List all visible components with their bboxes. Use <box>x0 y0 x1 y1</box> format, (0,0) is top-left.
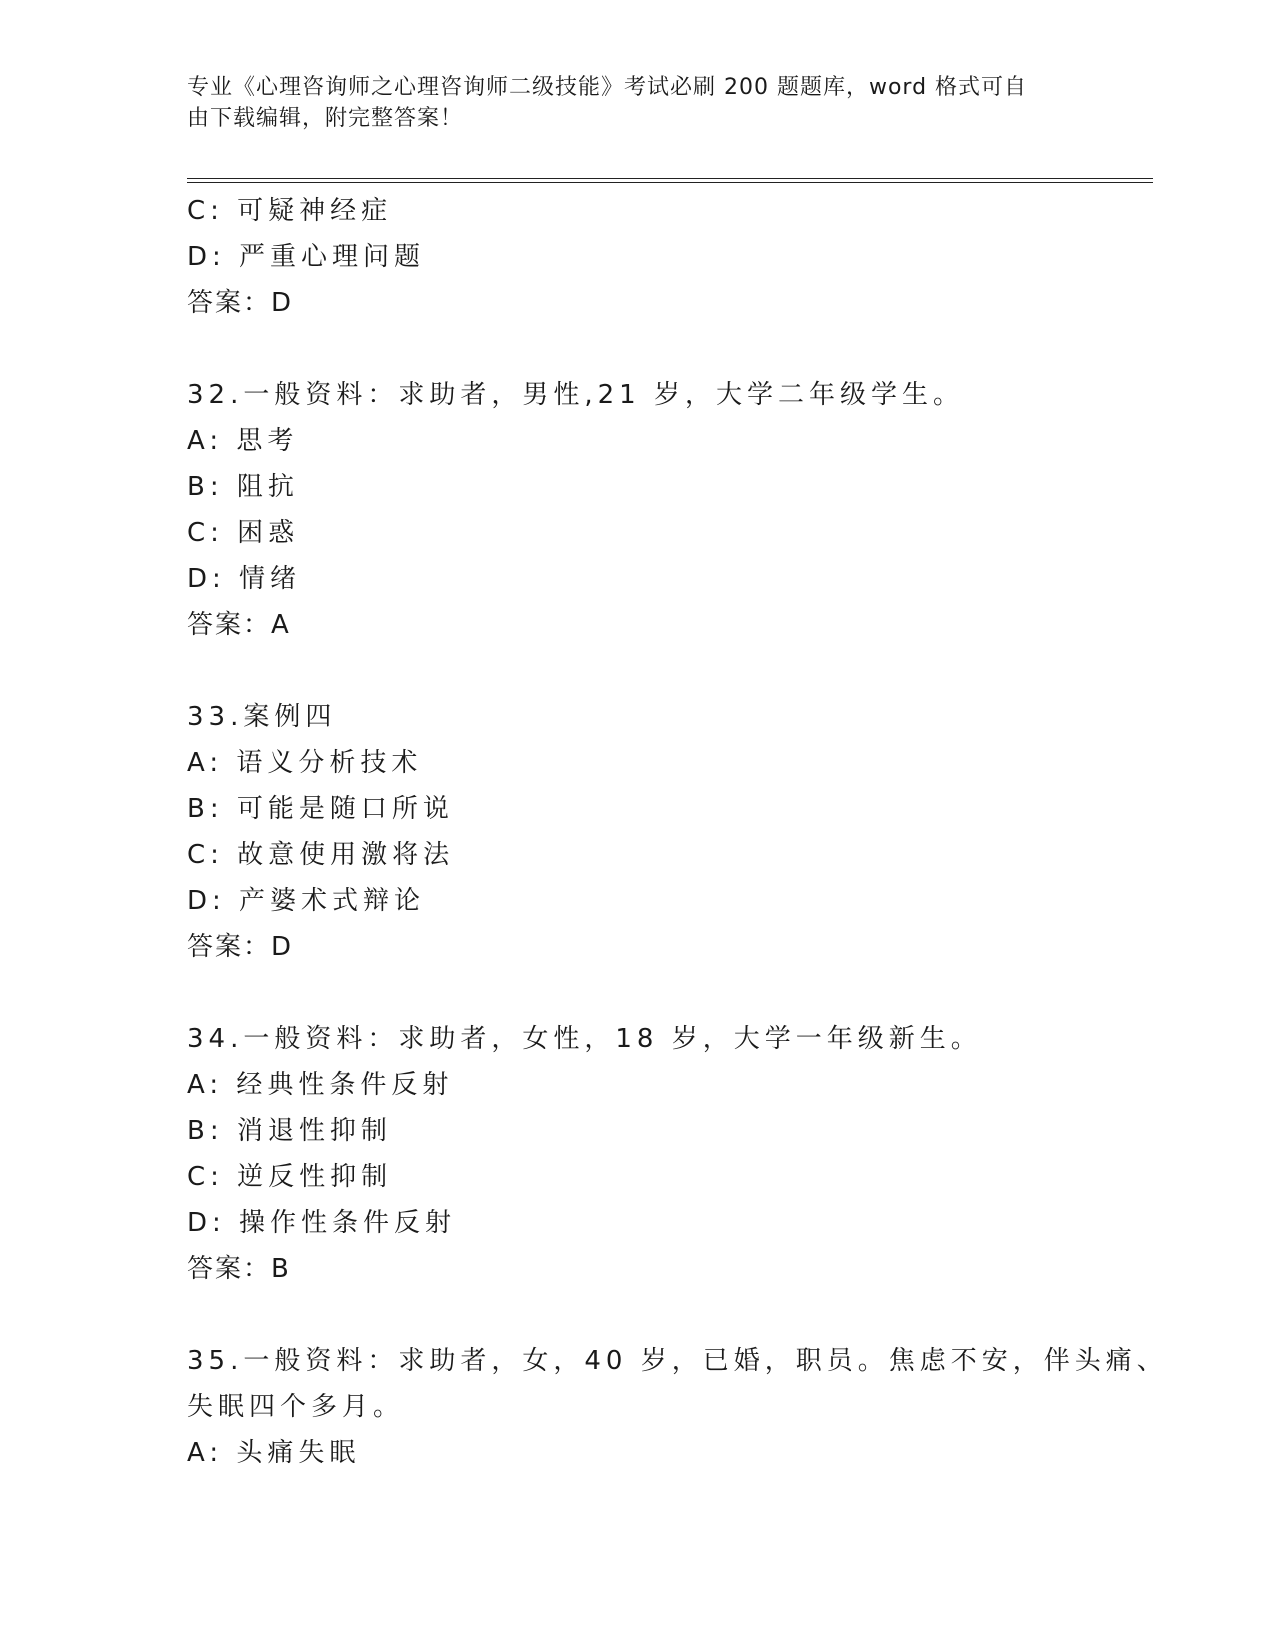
blank-line <box>187 970 1153 1016</box>
answer-key: 答案：B <box>187 1254 291 1284</box>
answer-option: B: 阻抗 <box>187 472 299 502</box>
answer-option: D: 严重心理问题 <box>187 242 426 272</box>
answer-option: A: 思考 <box>187 426 299 456</box>
answer-option: D: 操作性条件反射 <box>187 1208 457 1238</box>
blank-line <box>187 648 1153 694</box>
header-divider-top <box>187 178 1153 179</box>
blank-line <box>187 1292 1153 1338</box>
answer-option: B: 可能是随口所说 <box>187 794 454 824</box>
answer-option: D: 产婆术式辩论 <box>187 886 426 916</box>
question-list <box>187 188 1168 1476</box>
document-header <box>187 72 1067 134</box>
answer-option: A: 经典性条件反射 <box>187 1070 454 1100</box>
question-stem: 33.案例四 <box>187 702 337 732</box>
question-stem: 35.一般资料：求助者，女，40 岁，已婚，职员。焦虑不安，伴头痛、 <box>187 1346 1168 1376</box>
header-line-2: 由下载编辑，附完整答案！ <box>187 106 464 131</box>
blank-line <box>187 326 1153 372</box>
question-stem: 34.一般资料：求助者，女性，18 岁，大学一年级新生。 <box>187 1024 982 1054</box>
answer-option: B: 消退性抑制 <box>187 1116 392 1146</box>
answer-key: 答案：A <box>187 610 291 640</box>
answer-option: D: 情绪 <box>187 564 302 594</box>
answer-option: C: 可疑神经症 <box>187 196 393 226</box>
header-line-1: 专业《心理咨询师之心理咨询师二级技能》考试必刷 200 题题库，word 格式可自 <box>187 75 1028 100</box>
question-stem-continued: 失眠四个多月。 <box>187 1392 405 1422</box>
answer-option: A: 头痛失眠 <box>187 1438 361 1468</box>
answer-option: A: 语义分析技术 <box>187 748 423 778</box>
answer-option: C: 故意使用激将法 <box>187 840 455 870</box>
answer-option: C: 逆反性抑制 <box>187 1162 393 1192</box>
answer-key: 答案：D <box>187 288 294 318</box>
question-stem: 32.一般资料：求助者，男性,21 岁，大学二年级学生。 <box>187 380 964 410</box>
header-divider-bottom <box>187 182 1153 183</box>
answer-option: C: 困惑 <box>187 518 300 548</box>
answer-key: 答案：D <box>187 932 294 962</box>
